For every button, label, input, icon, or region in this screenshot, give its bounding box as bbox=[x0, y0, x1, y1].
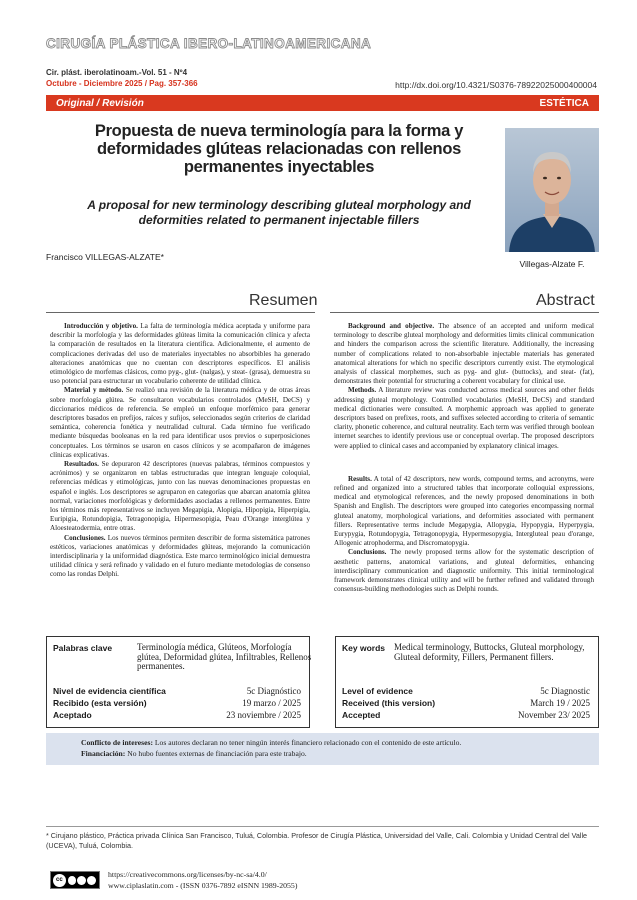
section-bar bbox=[46, 95, 599, 111]
evidence-row-es bbox=[53, 685, 301, 696]
funding-line bbox=[81, 748, 599, 759]
abstract-results-label: Results. bbox=[348, 474, 372, 483]
resumen-intro bbox=[50, 322, 310, 386]
resumen-body bbox=[50, 322, 310, 580]
citation bbox=[46, 68, 198, 89]
funding-label: Financiación: bbox=[81, 749, 126, 758]
sa-icon bbox=[87, 876, 96, 885]
doi-link[interactable]: http://dx.doi.org/10.4321/S0376-78922025000400004 bbox=[395, 80, 597, 90]
resumen-conclusions-label: Conclusiones. bbox=[64, 533, 106, 542]
keywords-label-en: Key words bbox=[342, 643, 385, 653]
citation-pages: Octubre - Diciembre 2025 / Pag. 357-366 bbox=[46, 78, 198, 88]
abstract-conclusions-text: The newly proposed terms allow for the systematic description of aesthetic patterns, anatomical variations, and gluteal deformities, enhancing interdisciplinary communication and diagnostic uniformity. This initial terminological framework demonstrates clinical utility and will be further refined and validated through consensus-building methodologies such as Delphi rounds. bbox=[334, 548, 594, 594]
journal-site[interactable]: www.ciplaslatin.com - (ISSN 0376-7892 eISNN 1989-2055) bbox=[108, 881, 298, 890]
resumen-method-label: Material y método. bbox=[64, 386, 124, 395]
keywords-box-es bbox=[46, 636, 310, 728]
resumen-method bbox=[50, 386, 310, 460]
evidence-value-en: 5c Diagnostic bbox=[540, 685, 590, 696]
accepted-value-es: 23 noviembre / 2025 bbox=[226, 709, 301, 720]
resumen-intro-label: Introducción y objetivo. bbox=[64, 322, 138, 330]
accepted-label-en: Accepted bbox=[342, 709, 381, 720]
abstract-heading: Abstract bbox=[536, 292, 595, 309]
resumen-heading: Resumen bbox=[249, 292, 318, 309]
footnote-rule bbox=[46, 826, 599, 827]
keywords-label-es: Palabras clave bbox=[53, 643, 113, 653]
citation-volume: Cir. plást. iberolatinoam.-Vol. 51 - Nº4 bbox=[46, 68, 188, 77]
conflict-label: Conflicto de intereses: bbox=[81, 738, 153, 747]
abstract-background-text: The absence of an accepted and uniform medical terminology to describe gluteal morphology and deformities limits clinical communication and hinders the comparison across the scientific literature. Additionally, the increasing number of complications related to non-absorbable injectable materials has generated anatomical alterations for which no specific descriptors currently exist. The etymological analysis of classical morphemes, such as pyg- and glut- (buttocks), and steat- (fat), demonstrates their potential for structuring a coherent vocabulary for clinical use. bbox=[334, 322, 594, 386]
license-text bbox=[108, 869, 297, 891]
evidence-label-es: Nivel de evidencia científica bbox=[53, 685, 166, 696]
abstract-methods-text: A literature review was conducted across medical sources and other fields addressing gluteal morphology. Controlled vocabularies (MeSH, DeCS) and standard medical dictionaries were consulted. A morphemic approach was applied to generate descriptors based on prefixes, roots, and suffixes selected according to criteria of semantic clarity, phonetic coherence, and cultural neutrality. Each term was verified through boolean internet searches to identify previous use or conceptual overlap. The proposed descriptors were applied to clinical cases and accompanied by explanatory clinical images. bbox=[334, 386, 594, 450]
abstract-conclusions bbox=[334, 548, 594, 594]
resumen-method-text: Se realizó una revisión de la literatura médica y de otras áreas sobre morfología glútea. Se consultaron vocabularios controlados (MeSH, DeCS) y diccionarios médicos de referencia. Se empleó un enfoque morfémico para generar descriptores basados en prefijos, raíces y sufijos, seleccionados según criterios de claridad semántica, coherencia fonética y neutralidad cultural. Cada término fue verificado mediante búsquedas booleanas en la red para identificar usos previos o superposiciones conceptuales. Los términos se usaron en casos clínicos y se acompañaron de imágenes clínicas explicativas. bbox=[50, 386, 310, 459]
license-url[interactable]: https://creativecommons.org/licenses/by-nc-sa/4.0/ bbox=[108, 870, 267, 879]
section-specialty: ESTÉTICA bbox=[539, 97, 589, 109]
cc-logo-icon: cc bbox=[53, 874, 66, 887]
section-type: Original / Revisión bbox=[56, 97, 144, 109]
abstract-results bbox=[334, 475, 594, 549]
nc-icon bbox=[77, 876, 86, 885]
evidence-label-en: Level of evidence bbox=[342, 685, 413, 696]
evidence-row-en bbox=[342, 685, 590, 696]
keywords-box-en bbox=[335, 636, 599, 728]
evidence-value-es: 5c Diagnóstico bbox=[246, 685, 301, 696]
conflict-line bbox=[81, 737, 599, 748]
article-title-en: A proposal for new terminology describing gluteal morphology and deformities related to permanent injectable fillers bbox=[87, 198, 471, 227]
received-label-es: Recibido (esta versión) bbox=[53, 697, 147, 708]
accepted-row-es bbox=[53, 709, 301, 720]
received-row-es bbox=[53, 697, 301, 708]
abstract-methods bbox=[334, 386, 594, 450]
resumen-rule bbox=[46, 312, 315, 313]
by-icon bbox=[68, 876, 77, 885]
abstract-background bbox=[334, 322, 594, 386]
accepted-label-es: Aceptado bbox=[53, 709, 92, 720]
resumen-conclusions bbox=[50, 534, 310, 580]
resumen-results-label: Resultados. bbox=[64, 460, 99, 469]
abstract-methods-label: Methods. bbox=[348, 386, 377, 395]
resumen-results bbox=[50, 460, 310, 534]
conflict-text: Los autores declaran no tener ningún interés financiero relacionado con el contenido de este artículo. bbox=[154, 738, 462, 747]
journal-title: CIRUGÍA PLÁSTICA IBERO-LATINOAMERICANA bbox=[46, 36, 372, 51]
keywords-text-es: Terminología médica, Glúteos, Morfología glútea, Deformidad glútea, Infiltrables, Rellenos permanentes. bbox=[137, 642, 312, 672]
keywords-text-en: Medical terminology, Buttocks, Gluteal morphology, Gluteal deformity, Fillers, Permanent fillers. bbox=[394, 642, 585, 662]
cc-license-icon[interactable] bbox=[50, 871, 100, 889]
abstract-conclusions-label: Conclusions. bbox=[348, 548, 387, 557]
resumen-results-text: Se depuraron 42 descriptores (nuevas palabras, términos compuestos y acrónimos) y se organizaron en tablas estructuradas que integran lenguaje coloquial, referencias médicas y etimológicas, junto con las nuevas denominaciones propuestas en español e inglés. Los descriptores se agruparon en categorías que abarcan anatomía glútea normal, variaciones morfológicas y deformidades asociadas a rellenos permanentes. Entre los términos más representativos se incluyen Megapigia, Alopigia, Hipopigia, Hiperpigia, Euripigia, Rotundopigia, Tetragonopigia, Hipermesopigia, Peau d'Orange interglútea y Aloesteatodermia, entre otras. bbox=[50, 460, 310, 533]
abstract-background-label: Background and objective. bbox=[348, 322, 435, 330]
accepted-row-en bbox=[342, 709, 590, 720]
article-title-es: Propuesta de nueva terminología para la forma y deformidades glúteas relacionadas con rellenos permanentes inyectables bbox=[94, 122, 464, 176]
accepted-value-en: November 23/ 2025 bbox=[518, 709, 590, 720]
abstract-body bbox=[334, 322, 594, 594]
author-name: Francisco VILLEGAS-ALZATE* bbox=[46, 252, 164, 262]
conflict-box bbox=[46, 733, 599, 765]
author-affiliation-footnote: * Cirujano plástico, Práctica privada Clínica San Francisco, Tuluá, Colombia. Profesor de Cirugía Plástica, Universidad del Valle, Cali. Colombia y Unidad Central del Valle (UCEVA), Tuluá, Colombia. bbox=[46, 831, 588, 850]
abstract-results-text: A total of 42 descriptors, new words, compound terms, and acronyms, were refined and organized into a structured tables that incorporate colloquial expressions, medical and etymological references, and the newly proposed denominations in both Spanish and English. The descriptors were grouped into categories encompassing normal gluteal anatomy, morphological variations, and deformities associated with permanent fillers. Representative terms include Megapygia, Allopygia, Hypopygia, Hyperpygia, Eurypygia, Rotundopygia, Tetragonopygia, Hypermesopygia, Intergluteal peau d'orange, Allogenic atrophoderma, and Discromatopygia. bbox=[334, 474, 594, 548]
received-value-es: 19 marzo / 2025 bbox=[242, 697, 301, 708]
funding-text: No hubo fuentes externas de financiación para este trabajo. bbox=[127, 749, 307, 758]
received-value-en: March 19 / 2025 bbox=[530, 697, 590, 708]
photo-caption: Villegas-Alzate F. bbox=[519, 259, 585, 269]
author-photo bbox=[505, 128, 599, 252]
abstract-rule bbox=[330, 312, 599, 313]
resumen-intro-text: La falta de terminología médica aceptada y uniforme para describir la morfología y las deformidades glúteas limita la comunicación clínica y afecta la comparación de resultados en la literatura científica. Adicionalmente, el aumento de complicaciones derivadas del uso de materiales inyectables no absorbibles ha generado alteraciones anatómicas que no cuentan con descriptores específicos. El análisis etimológico de morfemas clásicos, como pyg-, glut- (nalgas), y steat- (grasa), demuestra su uso potencial para estructurar un vocabulario coherente de utilidad clínica. bbox=[50, 322, 310, 386]
received-row-en bbox=[342, 697, 590, 708]
received-label-en: Received (this version) bbox=[342, 697, 436, 708]
resumen-conclusions-text: Los nuevos términos permiten describir de forma sistemática patrones estéticos, variaciones anatómicas y deformidades glúteas, mejorando la comunicación interdisciplinaria y la uniformidad diagnóstica. Este marco terminológico inicial demuestra utilidad clínica y será refinado y validado en el futuro mediante metodologías de consenso como las rondas Delphi. bbox=[50, 533, 310, 579]
